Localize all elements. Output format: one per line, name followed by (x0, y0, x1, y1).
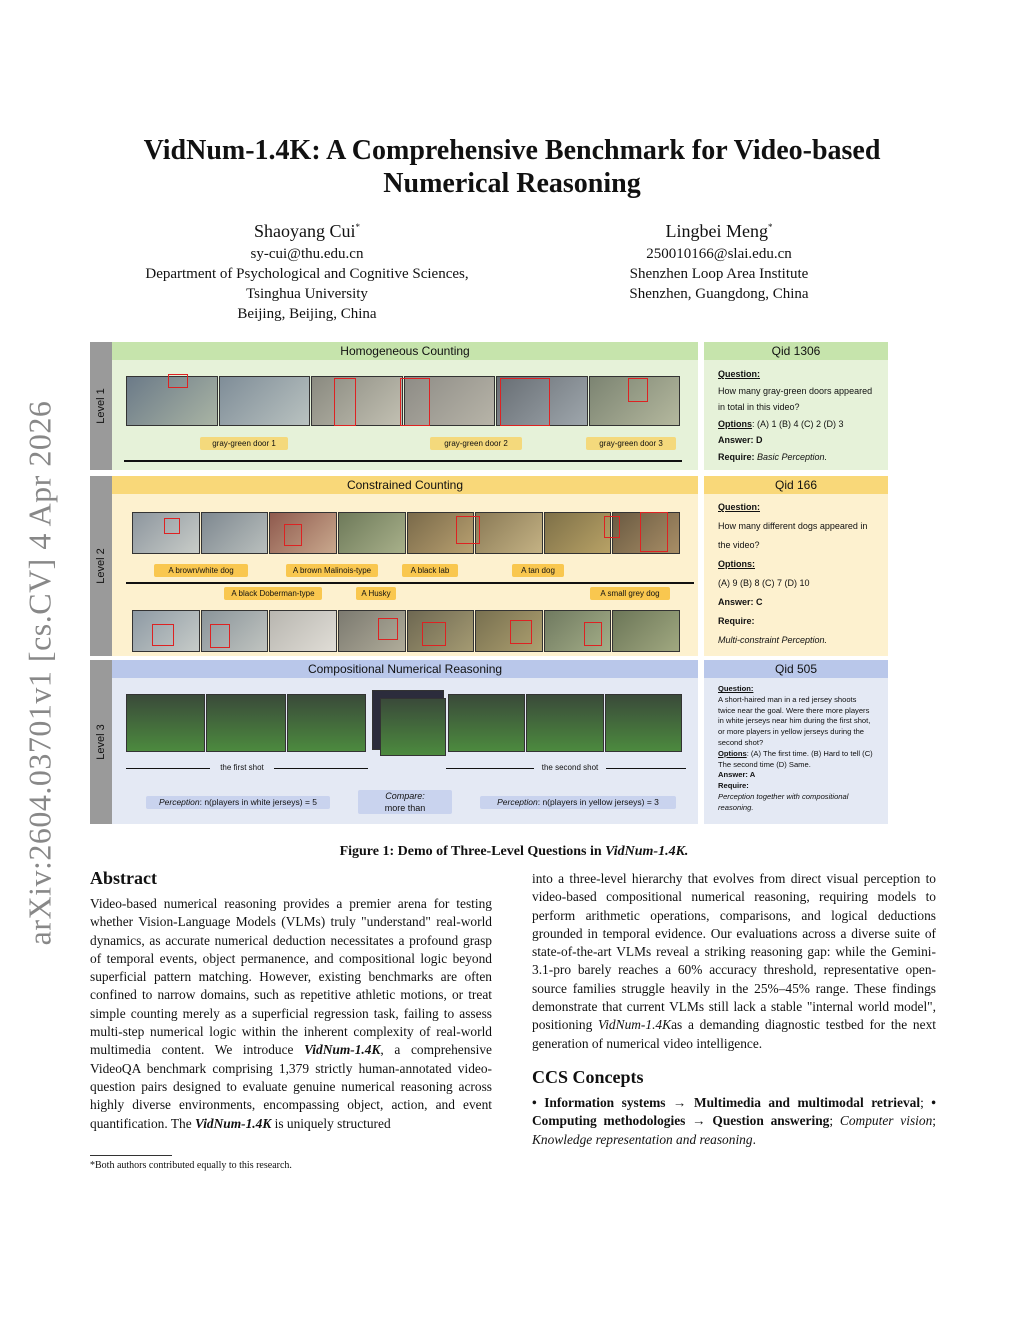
level-1-panel (90, 342, 698, 470)
ccs-arrow: → (665, 1094, 694, 1110)
question-card-2 (704, 476, 888, 656)
author-mark: * (355, 222, 360, 232)
perception-formula: : n(players in yellow jerseys) = 3 (537, 797, 659, 807)
ccs-separator: ; (920, 1094, 932, 1110)
level-bar (90, 476, 112, 656)
right-column (532, 870, 936, 1149)
question-id: Qid 166 (704, 476, 888, 494)
level-title: Constrained Counting (112, 476, 698, 494)
perception-box-2 (480, 796, 676, 809)
author-affiliation: Beijing, Beijing, China (237, 306, 377, 322)
question-card-1 (704, 342, 888, 470)
detection-box (284, 524, 302, 546)
detection-box (628, 378, 648, 402)
ccs-end: . (752, 1131, 756, 1147)
ccs-term: Knowledge representation and reasoning (532, 1131, 753, 1147)
question-text: A short-haired man in a red jersey shoots twice near the goal. Were there more players in white jerseys near him during the first shot, or more players in yellow jerseys during the second shot? (718, 694, 871, 747)
footnote: *Both authors contributed equally to this research. (90, 1160, 292, 1171)
level-bar (90, 660, 112, 824)
question-id: Qid 505 (704, 660, 888, 678)
shot-label: the first shot (210, 761, 274, 774)
options-label: Options: (718, 559, 755, 569)
detection-box (164, 518, 180, 534)
options-text: : (A) The first time. (B) Hard to tell (C) The second time (D) Same. (718, 748, 873, 769)
answer-text: Answer: C (718, 597, 763, 607)
video-frames-top (132, 512, 680, 554)
author-affiliation: Department of Psychological and Cognitive Sciences, (145, 266, 469, 282)
level-label: Level 1 (95, 388, 107, 424)
question-text: How many gray-green doors appeared in total in this video? (718, 385, 873, 412)
perception-label: Perception (158, 797, 200, 807)
author-block-2 (560, 214, 878, 304)
door-label: gray-green door 3 (586, 437, 676, 450)
dog-label: A small grey dog (590, 587, 670, 600)
perception-formula: : n(players in white jerseys) = 5 (199, 797, 318, 807)
detection-box (422, 622, 446, 646)
detection-box (456, 516, 480, 544)
author-affiliation: Tsinghua University (246, 286, 368, 302)
timeline-arrow (124, 460, 682, 462)
dog-label: A tan dog (512, 564, 564, 577)
level-2-panel (90, 476, 698, 656)
question-id: Qid 1306 (704, 342, 888, 360)
figure-caption (90, 844, 938, 860)
paper-title (80, 134, 944, 200)
abstract-body (90, 895, 492, 1133)
abstract-text: is uniquely structured (271, 1115, 391, 1131)
ccs-concepts (532, 1094, 936, 1149)
author-email: 250010166@slai.edu.cn (646, 246, 792, 262)
benchmark-name: VidNum-1.4K (598, 1017, 672, 1033)
detection-box (640, 512, 668, 552)
require-text: Multi-constraint Perception. (718, 635, 828, 645)
options-text: : (A) 1 (B) 4 (C) 2 (D) 3 (752, 418, 844, 429)
detection-box (334, 378, 356, 426)
answer-text: Answer: A (718, 770, 756, 780)
stacked-frames-front (380, 698, 446, 756)
door-label: gray-green door 2 (430, 437, 522, 450)
question-label: Question: (718, 369, 760, 379)
options-label: Options (718, 748, 747, 758)
ccs-term: • Computing methodologies (532, 1094, 936, 1129)
answer-text: Answer: D (718, 435, 763, 445)
footnote-rule (90, 1155, 172, 1156)
dog-label: A brown Malinois-type (286, 564, 378, 577)
door-label: gray-green door 1 (200, 437, 288, 450)
level-title: Homogeneous Counting (112, 342, 698, 360)
detection-box (378, 618, 398, 640)
perception-box-1 (146, 796, 330, 809)
abstract-text: Video-based numerical reasoning provides a premier arena for testing whether Vision-Language Models (VLMs) truly "understand" real-world dynamics, as accurate numerical deduction necessitates a profound grasp of temporal events, object permanence, and compositional logic beyond superficial pattern matching. However, existing benchmarks are often confined to narrow domains, such as repetitive athletic motions, or treat simple counting merely as a superficial regression task, failing to assess multi-step numerical logic within the inherent complexity of real-world multimedia content. We introduce (90, 896, 492, 1058)
require-text: Perception together with compositional reasoning. (718, 791, 849, 812)
options-label: Options (718, 418, 752, 429)
ccs-term: • Information systems (532, 1094, 666, 1110)
detection-box (500, 378, 550, 426)
benchmark-name: VidNum-1.4K (304, 1042, 381, 1058)
compare-label: Compare: (385, 791, 425, 801)
level-title: Compositional Numerical Reasoning (112, 660, 698, 678)
author-name: Lingbei Meng (665, 221, 768, 241)
detection-box (604, 516, 620, 538)
abstract-heading: Abstract (90, 868, 157, 888)
level-bar (90, 342, 112, 470)
figure-1 (90, 342, 888, 824)
ccs-term: Question answering (712, 1113, 830, 1129)
question-text: How many different dogs appeared in the video? (718, 521, 868, 550)
ccs-heading: CCS Concepts (532, 1066, 644, 1087)
abstract-text: as a demanding diagnostic testbed for the next generation of numerical video intelligence. (532, 1017, 936, 1051)
caption-emphasis: VidNum-1.4K. (605, 844, 689, 859)
detection-box (152, 624, 174, 646)
author-affiliation: Shenzhen, Guangdong, China (629, 286, 809, 302)
require-text: Basic Perception. (757, 451, 828, 462)
video-frames-shot-1 (126, 694, 366, 752)
abstract-text: , a comprehensive VideoQA benchmark comprising 1,379 strictly human-annotated video-question pairs designed to evaluate genuine numerical reasoning across highly diverse environments, encompassing object, action, and event quantification. The (90, 1042, 492, 1131)
level-label: Level 3 (95, 724, 107, 760)
abstract-continued (532, 870, 936, 1053)
ccs-separator: ; (829, 1113, 840, 1129)
dog-label: A black lab (402, 564, 458, 577)
ccs-term: Multimedia and multimodal retrieval (693, 1094, 921, 1110)
dog-label: A Husky (356, 587, 396, 600)
question-card-3 (704, 660, 888, 824)
question-label: Question: (718, 684, 754, 693)
author-email: sy-cui@thu.edu.cn (250, 246, 364, 262)
dog-label: A black Doberman-type (224, 587, 322, 600)
detection-box (510, 620, 532, 644)
dog-label: A brown/white dog (154, 564, 248, 577)
compare-relation: more than (384, 803, 426, 813)
ccs-separator: ; (932, 1113, 937, 1129)
level-label: Level 2 (95, 548, 107, 584)
require-label: Require: (718, 781, 749, 791)
options-text: (A) 9 (B) 8 (C) 7 (D) 10 (718, 578, 810, 588)
perception-label: Perception (497, 797, 538, 807)
abstract-text: into a three-level hierarchy that evolves from direct visual perception to video-based compositional numerical reasoning, requiring models to perform arithmetic operations, comparisons, and logical deductions grounded in temporal evidence. Our evaluations across a diverse suite of state-of-the-art VLMs reveal a striking reasoning gap: while the Gemini-3.1-pro barely reaches a 60% accuracy threshold, representative open-source families struggle heavily in the 25%–45% range. These findings demonstrate that current VLMs still lack a stable "internal world model", positioning (532, 871, 936, 1033)
detection-box (210, 624, 230, 648)
author-affiliation: Shenzhen Loop Area Institute (629, 266, 809, 282)
compare-box (358, 790, 452, 814)
arxiv-sidebar-stamp (12, 378, 68, 968)
detection-box (400, 378, 430, 426)
video-frames-shot-2 (448, 694, 682, 752)
arxiv-id: arXiv:2604.03701v1 [cs.CV] 4 Apr 2026 (21, 400, 58, 946)
author-block-1 (100, 214, 514, 324)
require-label: Require: (718, 451, 755, 462)
abstract-section (90, 868, 492, 1133)
title-line-1: VidNum-1.4K: A Comprehensive Benchmark for Video-based (143, 135, 881, 166)
author-name: Shaoyang Cui (254, 221, 356, 241)
ccs-term: Computer vision (839, 1113, 933, 1129)
title-line-2: Numerical Reasoning (383, 168, 641, 199)
detection-box (168, 374, 188, 388)
ccs-arrow: → (685, 1113, 713, 1129)
detection-box (584, 622, 602, 646)
question-label: Question: (718, 502, 760, 512)
caption-text: Figure 1: Demo of Three-Level Questions in (339, 844, 606, 859)
benchmark-name: VidNum-1.4K (195, 1115, 272, 1131)
author-mark: * (767, 222, 773, 232)
require-label: Require: (718, 616, 755, 626)
level-3-panel (90, 660, 698, 824)
shot-label: the second shot (534, 761, 606, 774)
timeline-arrow (126, 582, 694, 584)
